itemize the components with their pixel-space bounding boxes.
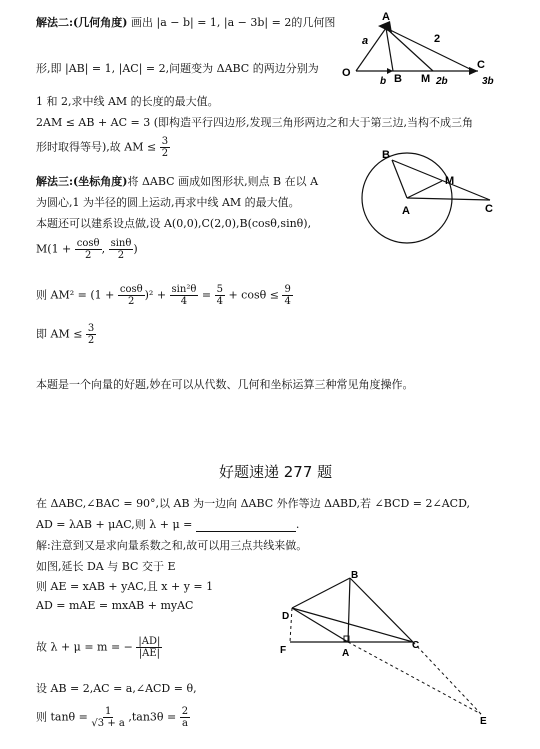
segment-c-e-dashed xyxy=(413,642,481,714)
label-b-lower: b xyxy=(380,76,387,87)
method2-line2: 形,即 |AB| = 1, |AC| = 2,问题变为 ΔABC 的两边分别为 xyxy=(36,62,319,75)
method2-line5: 形时取得等号),故 AM ≤ $\frac{3}{2}$ xyxy=(36,136,169,159)
label-c: C xyxy=(477,59,485,71)
segment-a-b xyxy=(386,28,393,71)
label-a-lower: a xyxy=(362,35,369,47)
segment-a-m xyxy=(407,181,442,198)
segment-b-c xyxy=(392,160,490,200)
label-e: E xyxy=(480,716,487,727)
problem-line1: 在 ΔABC,∠BAC = 90°,以 AB 为一边向 ΔABC 外作等边 ΔABD,若 ∠BCD = 2∠ACD, xyxy=(36,497,470,510)
method2-line1: 解法二:(几何角度) 画出 |a − b| = 1, |a − 3b| = 2的几何图 xyxy=(36,16,336,29)
method3-m-coords: M(1 + $\frac{\cos\theta}{2}$ , $\frac{\sin\theta}{2}$ ) xyxy=(36,238,138,261)
problem-title: 好题速递 277 题 xyxy=(219,463,333,481)
solution-line1: 解:注意到又是求向量系数之和,故可以用三点共线来做。 xyxy=(36,539,308,552)
label-two: 2 xyxy=(434,33,441,45)
answer-blank xyxy=(196,521,296,532)
segment-d-c xyxy=(292,608,413,642)
label-o: O xyxy=(342,67,351,79)
method3-am-equation: 则 AM² = (1 + $\frac{\cos\theta}{2}$ )² + $\frac{\text{sin²θ}}{4}$ = $\frac{5}{4}$ + cosθ ≤ $\frac{9}{4}$ xyxy=(36,284,291,307)
figure-vector-geometry xyxy=(338,8,508,90)
solution-line5: 故 λ + μ = m = − $\frac{|AD|}{|AE|}$ xyxy=(36,636,161,659)
figure-circle-triangle xyxy=(350,148,510,250)
segment-o-a xyxy=(356,28,386,71)
label-d: D xyxy=(282,611,290,622)
method3-line1: 解法三:(坐标角度)将 ΔABC 画成如图形状,则点 B 在以 A xyxy=(36,175,319,188)
method3-heading: 解法三:(坐标角度) xyxy=(36,175,128,188)
solution-line4: AD = mAE = mxAB + myAC xyxy=(36,599,194,612)
label-2b: 2b xyxy=(436,76,448,87)
label-b: B xyxy=(351,570,359,581)
label-a: A xyxy=(402,205,410,217)
solution-line3: 则 AE = xAB + yAC,且 x + y = 1 xyxy=(36,580,214,593)
summary-text: 本题是一个向量的好题,妙在可以从代数、几何和坐标运算三种常见角度操作。 xyxy=(36,378,414,391)
method3-result: 即 AM ≤ $\frac{3}{2}$ xyxy=(36,323,95,346)
label-b: B xyxy=(394,73,402,85)
figure-equilateral-extension xyxy=(276,564,506,746)
method2-line4: 2AM ≤ AB + AC = 3 (即构造平行四边形,发现三角形两边之和大于第三边,当构不成三角 xyxy=(36,116,474,129)
segment-a-c xyxy=(407,198,490,200)
segment-b-c xyxy=(350,578,413,642)
problem-line2: AD = λAB + μAC,则 λ + μ = . xyxy=(36,518,300,531)
solution-line7: 则 tanθ = $\frac{1}{√3 + a}$ ,tan3θ = $\frac{2}{a}$ xyxy=(36,706,189,729)
fraction: $\frac{3}{2}$ xyxy=(161,136,169,159)
solution-line6: 设 AB = 2,AC = a,∠ACD = θ, xyxy=(36,682,197,695)
method2-line3: 1 和 2,求中线 AM 的长度的最大值。 xyxy=(36,95,219,108)
segment-a-e-dashed xyxy=(348,642,481,714)
label-a: A xyxy=(382,11,390,23)
label-3b: 3b xyxy=(482,76,494,87)
label-a: A xyxy=(342,648,350,659)
segment-b-d xyxy=(292,578,350,608)
method3-line2: 为圆心,1 为半径的圆上运动,再求中线 AM 的最大值。 xyxy=(36,196,300,209)
segment-d-a xyxy=(292,608,348,642)
segment-a-m xyxy=(386,28,433,71)
label-c: C xyxy=(412,640,420,651)
label-c: C xyxy=(485,203,493,215)
segment-d-f-dashed xyxy=(290,608,292,642)
label-f: F xyxy=(280,645,287,656)
solution-line2: 如图,延长 DA 与 BC 交于 E xyxy=(36,560,176,573)
label-m: M xyxy=(421,73,431,85)
method3-line3: 本题还可以建系设点做,设 A(0,0),C(2,0),B(cosθ,sinθ), xyxy=(36,217,312,230)
label-m: M xyxy=(445,175,455,187)
label-b: B xyxy=(382,149,390,161)
segment-a-c xyxy=(386,28,474,71)
method2-heading: 解法二:(几何角度) xyxy=(36,16,128,29)
segment-b-a xyxy=(348,578,350,642)
